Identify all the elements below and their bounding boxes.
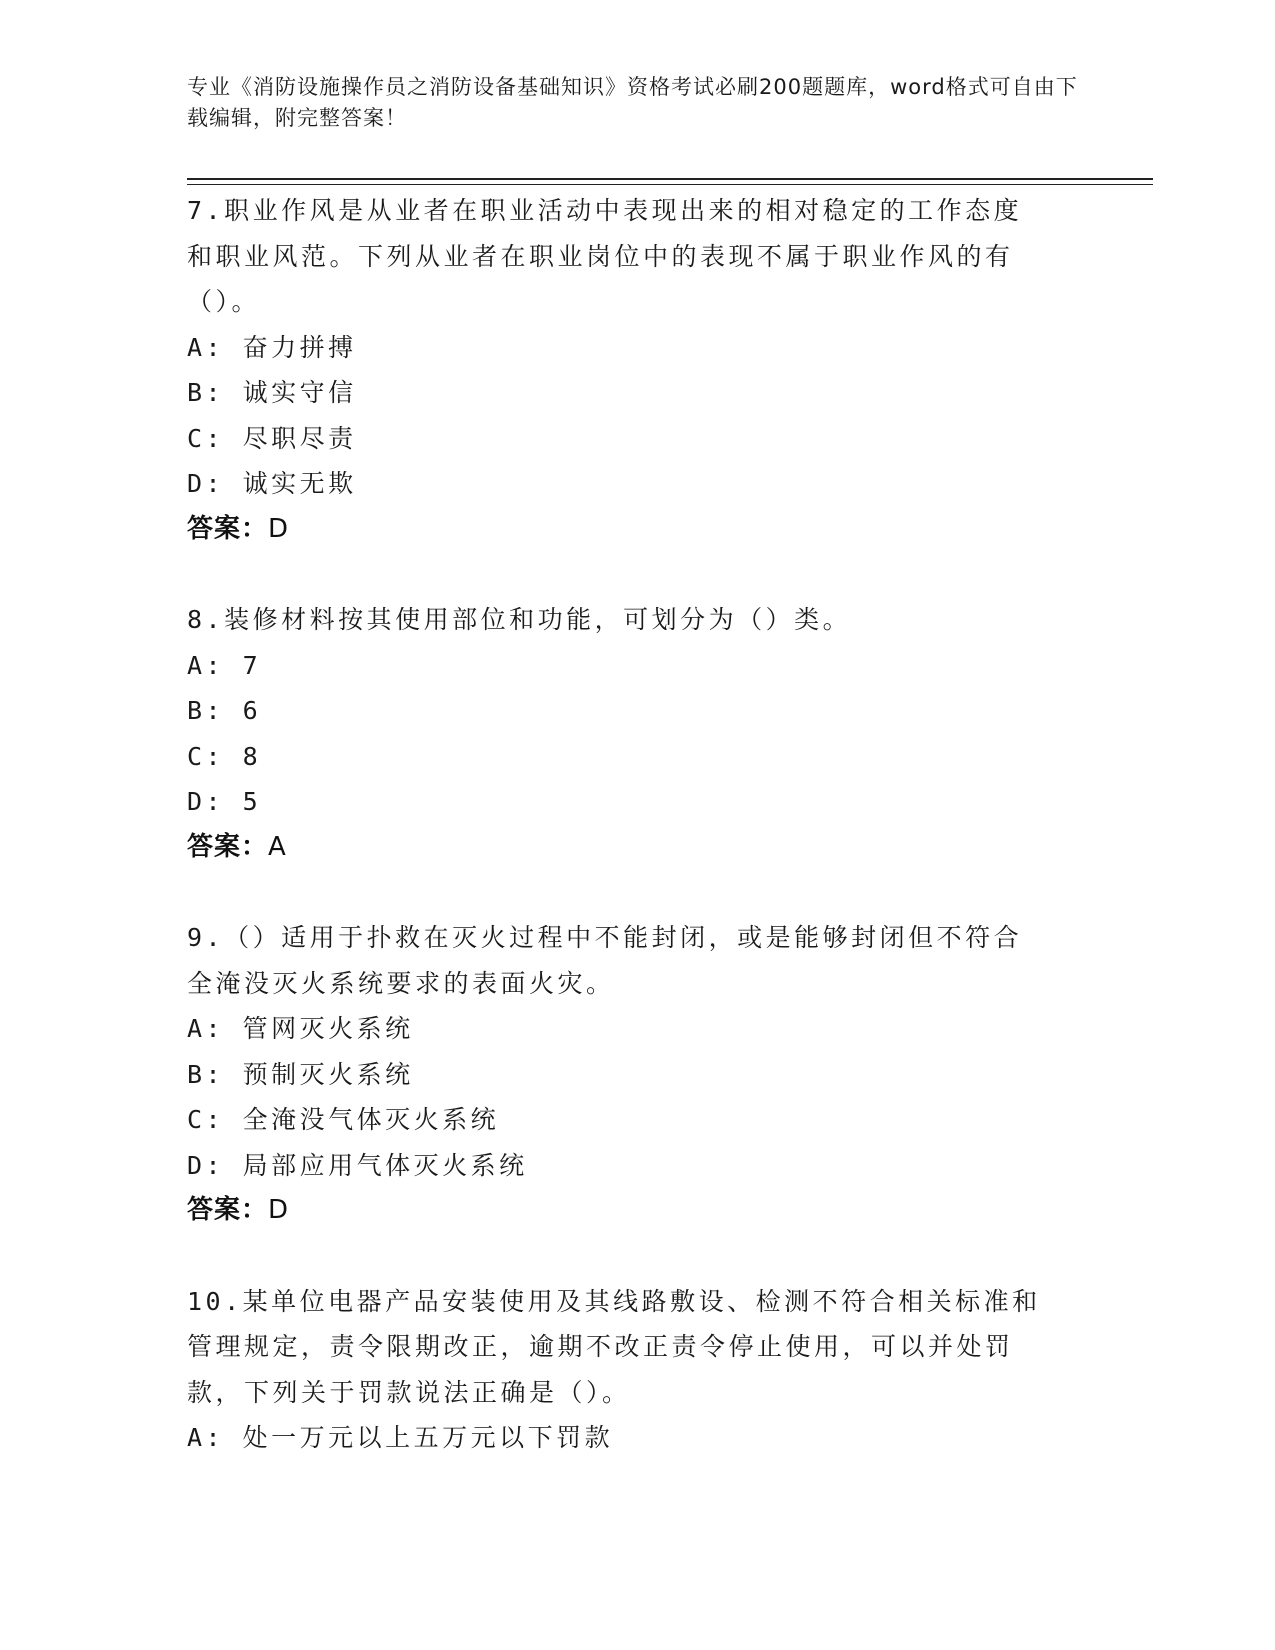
- option-c: C: 尽职尽责: [187, 423, 357, 453]
- question-stem: 9.（）适用于扑救在灭火过程中不能封闭，或是能够封闭但不符合全淹没灭火系统要求的表面火灾。: [187, 923, 1023, 998]
- option-b: B: 6: [187, 696, 262, 725]
- option-c: C: 8: [187, 741, 262, 771]
- question-list: [187, 188, 1087, 1461]
- answer-line: [187, 507, 1087, 553]
- question-spacer: [187, 552, 1087, 597]
- option-d: D: 5: [187, 787, 262, 816]
- answer-label: 答案：: [187, 513, 269, 544]
- option-d: D: 局部应用气体灭火系统: [187, 1150, 528, 1180]
- question-7: [187, 188, 1087, 552]
- option-b: B: 预制灭火系统: [187, 1059, 414, 1089]
- question-9: [187, 915, 1087, 1234]
- question-spacer: [187, 1234, 1087, 1279]
- option-d: D: 诚实无欺: [187, 469, 357, 498]
- option-a: A: 处一万元以上五万元以下罚款: [187, 1423, 614, 1452]
- answer-label: 答案：: [187, 831, 269, 862]
- question-spacer: [187, 870, 1087, 915]
- answer-value: A: [268, 831, 287, 862]
- option-a: A: 奋力拼搏: [187, 332, 357, 362]
- question-stem: 7.职业作风是从业者在职业活动中表现出来的相对稳定的工作态度和职业风范。下列从业者在职业岗位中的表现不属于职业作风的有（）。: [187, 196, 1023, 316]
- answer-line: [187, 825, 1087, 871]
- question-10: [187, 1279, 1087, 1461]
- header-divider-thin: [187, 184, 1153, 185]
- answer-value: D: [268, 513, 290, 544]
- header-intro: 专业《消防设施操作员之消防设备基础知识》资格考试必刷200题题库，word格式可自由下载编辑，附完整答案！: [187, 75, 1078, 130]
- header-divider-thick: [187, 178, 1153, 180]
- option-b: B: 诚实守信: [187, 378, 357, 407]
- question-8: [187, 597, 1087, 870]
- option-a: A: 管网灭火系统: [187, 1014, 414, 1043]
- answer-line: [187, 1188, 1087, 1234]
- option-a: A: 7: [187, 650, 262, 680]
- option-c: C: 全淹没气体灭火系统: [187, 1105, 500, 1134]
- question-stem: 8.装修材料按其使用部位和功能，可划分为（）类。: [187, 605, 852, 634]
- answer-label: 答案：: [187, 1195, 269, 1225]
- question-stem: 10.某单位电器产品安装使用及其线路敷设、检测不符合相关标准和管理规定，责令限期改正，逾期不改正责令停止使用，可以并处罚款，下列关于罚款说法正确是（）。: [187, 1286, 1041, 1407]
- answer-value: D: [268, 1195, 290, 1225]
